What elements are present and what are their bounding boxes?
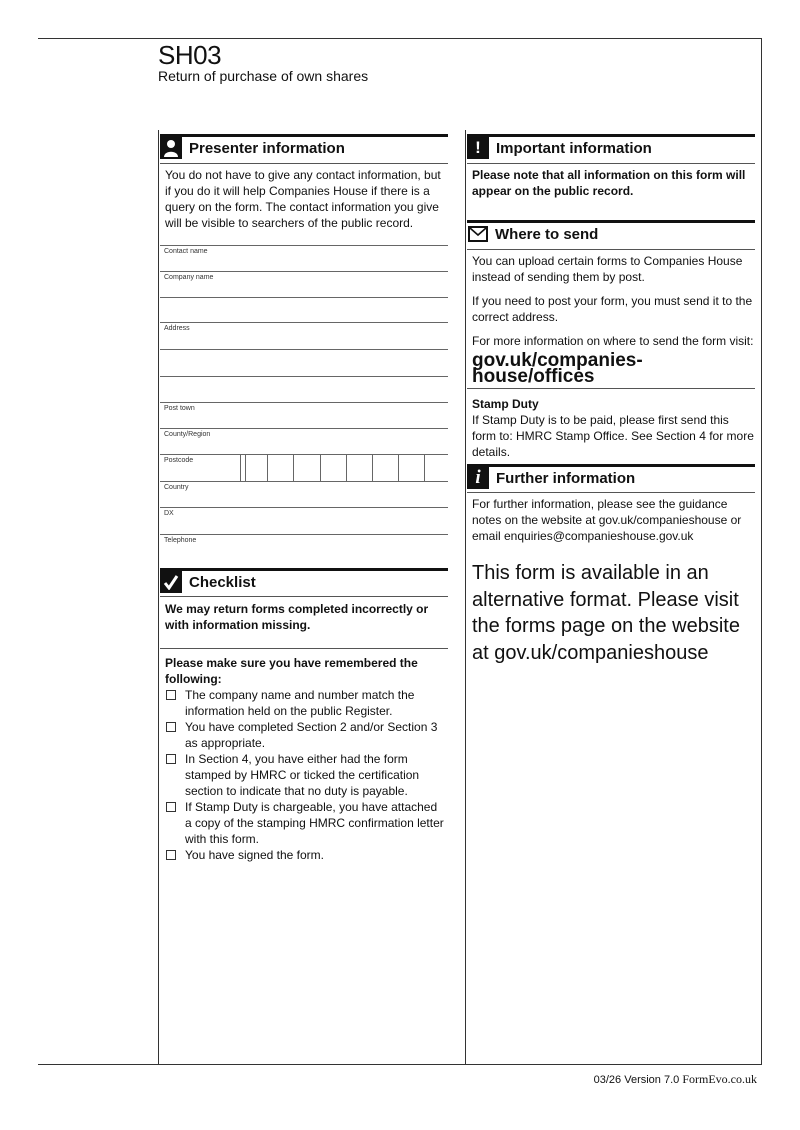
further-info-sep <box>467 492 755 493</box>
checklist-warning: We may return forms completed incorrectly or with information missing. <box>165 602 429 632</box>
address-line-2[interactable] <box>160 349 448 376</box>
postcode-cell-divider <box>267 455 268 481</box>
county-field[interactable] <box>160 428 448 455</box>
where-to-send-p2: If you need to post your form, you must send it to the correct address. <box>472 294 753 324</box>
bottom-rule <box>38 1064 762 1065</box>
stamp-duty-body <box>472 396 756 460</box>
country-field[interactable] <box>160 481 448 508</box>
checklist-item-text: You have completed Section 2 and/or Section 3 as appropriate. <box>185 720 438 750</box>
postcode-cell-divider <box>372 455 373 481</box>
where-to-send-heading: Where to send <box>495 225 599 243</box>
stamp-duty-text: If Stamp Duty is to be paid, please first send this form to: HMRC Stamp Office. See Section 4 for more details. <box>472 413 754 459</box>
checklist-item-text: In Section 4, you have either had the form stamped by HMRC or ticked the certification section to indicate that no duty is payable. <box>185 752 420 798</box>
checklist-item[interactable] <box>165 847 447 863</box>
postcode-cell-divider <box>320 455 321 481</box>
top-rule <box>38 38 762 39</box>
postcode-cell-divider <box>293 455 294 481</box>
checklist-sep-2 <box>160 648 448 649</box>
stamp-duty-heading: Stamp Duty <box>472 397 539 411</box>
checklist-item-text: You have signed the form. <box>185 848 324 862</box>
where-to-send-p1: You can upload certain forms to Companies House instead of sending them by post. <box>472 254 743 284</box>
info-icon: i <box>467 467 489 489</box>
post-town-label: Post town <box>164 405 195 412</box>
stamp-duty-sep <box>467 388 755 389</box>
version-text: 03/26 Version 7.0 <box>593 1074 680 1086</box>
presenter-header <box>160 134 448 159</box>
presenter-sep <box>160 163 448 164</box>
company-name-label: Company name <box>164 274 214 281</box>
checkmark-icon <box>160 571 182 593</box>
country-label: Country <box>164 484 189 491</box>
postcode-label: Postcode <box>164 457 194 464</box>
form-code: SH03 <box>158 40 222 70</box>
company-name-field[interactable] <box>160 271 448 298</box>
person-icon <box>160 137 182 159</box>
telephone-label: Telephone <box>164 537 197 544</box>
postcode-cell-divider <box>245 455 246 481</box>
postcode-cell-divider <box>424 455 425 481</box>
where-to-send-p3: For more information on where to send the form visit: <box>472 334 754 348</box>
postcode-cell-divider <box>346 455 347 481</box>
checklist-header <box>160 568 448 593</box>
envelope-icon <box>468 226 488 242</box>
checkbox[interactable] <box>166 754 176 764</box>
right-rule <box>761 38 762 1064</box>
further-info-header <box>467 464 755 489</box>
checklist-prompt: Please make sure you have remembered the following: <box>165 656 418 686</box>
county-label: County/Region <box>164 431 211 438</box>
checklist-body <box>165 655 447 863</box>
telephone-field[interactable] <box>160 534 448 561</box>
offices-url[interactable]: gov.uk/companies-house/offices <box>472 350 643 387</box>
checklist-item-text: The company name and number match the information held on the public Register. <box>185 688 415 718</box>
where-to-send-sep <box>467 249 755 250</box>
address-label: Address <box>164 325 190 332</box>
left-rule <box>158 130 159 1064</box>
dx-label: DX <box>164 510 174 517</box>
form-title: Return of purchase of own shares <box>158 68 369 84</box>
checklist-item[interactable] <box>165 799 447 847</box>
checklist-item[interactable] <box>165 687 447 719</box>
alternative-format-notice: This form is available in an alternative format. Please visit the forms page on the website at gov.uk/companieshouse <box>472 562 740 664</box>
where-to-send-body <box>472 253 754 385</box>
further-info-text: For further information, please see the guidance notes on the website at gov.uk/companieshouse or email enquiries@companieshouse.gov.uk <box>472 497 742 543</box>
checkbox[interactable] <box>166 850 176 860</box>
checklist-sep-1 <box>160 596 448 597</box>
footer <box>594 1072 757 1087</box>
brand-text: FormEvo.co.uk <box>682 1072 757 1086</box>
checkbox[interactable] <box>166 722 176 732</box>
postcode-cell-divider <box>398 455 399 481</box>
address-line-1[interactable] <box>160 297 448 324</box>
important-sep <box>467 163 755 164</box>
important-header <box>467 134 755 159</box>
address-field[interactable] <box>160 322 448 349</box>
dx-field[interactable] <box>160 507 448 534</box>
post-town-field[interactable] <box>160 402 448 429</box>
checkbox[interactable] <box>166 690 176 700</box>
checklist-heading: Checklist <box>189 573 256 591</box>
address-line-3[interactable] <box>160 376 448 403</box>
postcode-field[interactable] <box>160 454 448 481</box>
exclamation-icon: ! <box>467 137 489 159</box>
contact-name-field[interactable] <box>160 245 448 272</box>
important-text: Please note that all information on this form will appear on the public record. <box>472 168 746 198</box>
presenter-heading: Presenter information <box>189 139 345 157</box>
checkbox[interactable] <box>166 802 176 812</box>
presenter-intro: You do not have to give any contact information, but if you do it will help Companies House if there is a query on the form. The contact information you give will be visible to searchers of the public record. <box>165 168 441 230</box>
middle-rule <box>465 130 466 1064</box>
checklist-item-text: If Stamp Duty is chargeable, you have attached a copy of the stamping HMRC confirmation letter with this form. <box>185 800 444 846</box>
where-to-send-header <box>467 220 755 245</box>
further-info-heading: Further information <box>496 469 636 487</box>
checklist-item[interactable] <box>165 719 447 751</box>
important-heading: Important information <box>496 139 652 157</box>
contact-name-label: Contact name <box>164 248 208 255</box>
postcode-cell-divider <box>240 455 241 481</box>
checklist-item[interactable] <box>165 751 447 799</box>
